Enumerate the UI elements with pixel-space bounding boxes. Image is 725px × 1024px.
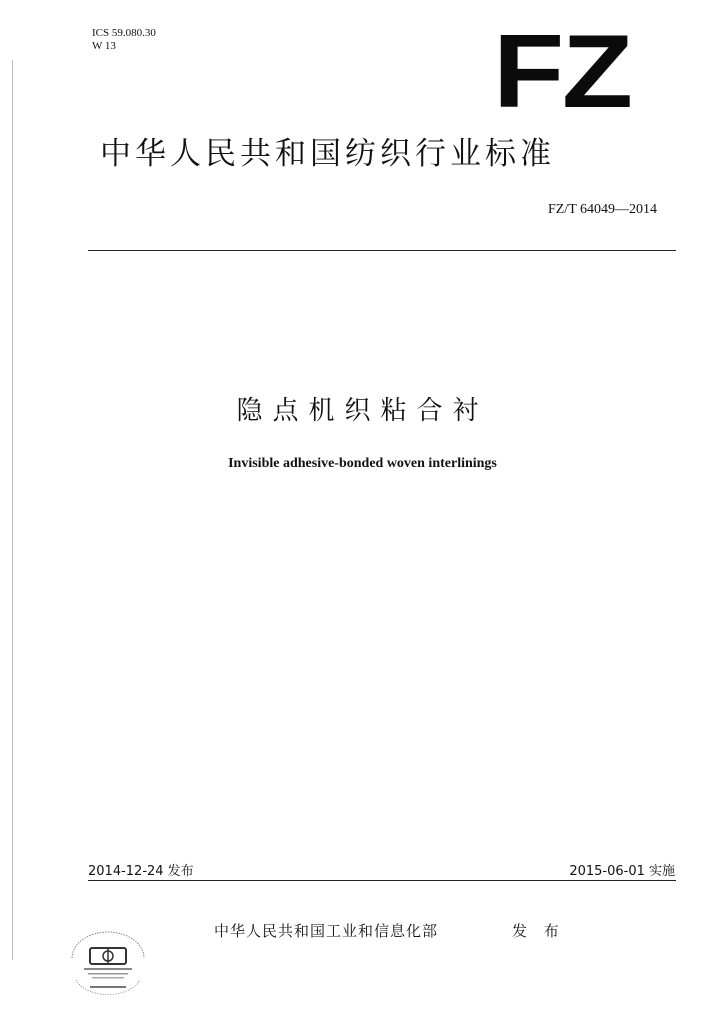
classification-code: W 13: [92, 40, 116, 52]
distributor-seal-icon: [62, 928, 154, 1000]
ics-block: [92, 27, 156, 53]
document-title-en: Invisible adhesive-bonded woven interlinings: [228, 456, 497, 471]
fz-logo: FZ: [493, 14, 631, 130]
issue-date: 2014-12-24 发布: [88, 864, 194, 879]
issue-label: 发 布: [512, 922, 565, 940]
issuing-authority: 中华人民共和国工业和信息化部: [214, 922, 439, 940]
implementation-date: 2015-06-01 实施: [569, 864, 675, 879]
ics-code: ICS 59.080.30: [92, 27, 156, 39]
top-divider: [88, 250, 676, 251]
standard-type-title: 中华人民共和国纺织行业标准: [100, 136, 555, 172]
binding-line: [12, 60, 13, 960]
standard-code: FZ/T 64049—2014: [547, 202, 657, 217]
document-title-cn: 隐点机织粘合衬: [236, 396, 489, 426]
bottom-divider: [88, 880, 676, 881]
